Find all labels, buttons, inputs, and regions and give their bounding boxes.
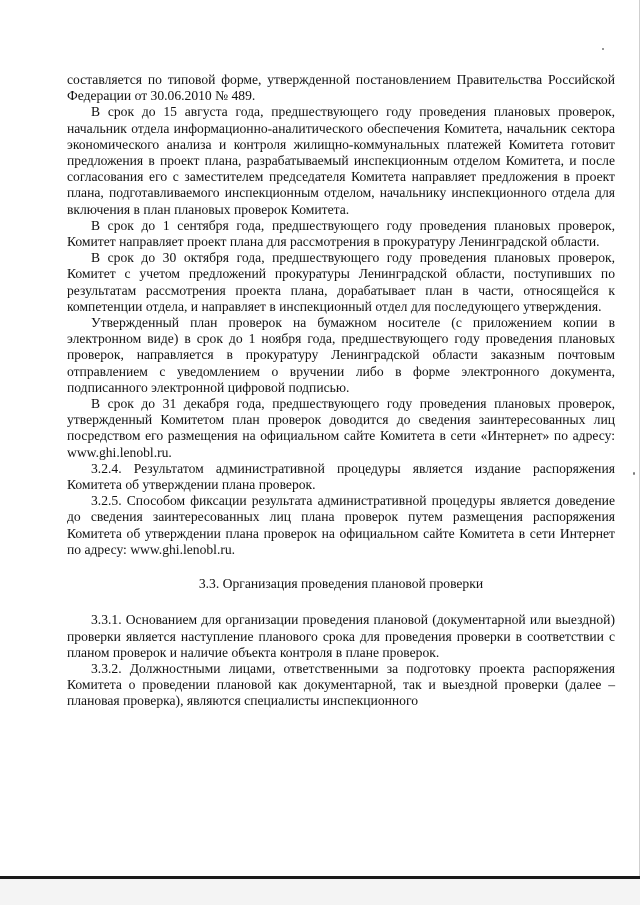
paragraph-november-deadline: Утвержденный план проверок на бумажном носителе (с приложением копии в электронном виде) в срок до 1 ноября года, предшествующего году проведения плановых проверок, направляется в прокуратуру Ленинградской области заказным почтовым отправлением с уведомлением о вручении либо в форме электронного документа, подписанного электронной цифровой подписью. xyxy=(67,315,615,395)
paragraph-september-deadline: В срок до 1 сентября года, предшествующего году проведения плановых проверок, Комитет направляет проект плана для рассмотрения в прокуратуру Ленинградской области. xyxy=(67,217,615,250)
document-page xyxy=(67,72,615,710)
paragraph-3-3-2: 3.3.2. Должностными лицами, ответственными за подготовку проекта распоряжения Комитета о проведении плановой как документарной, так и выездной проверки (далее – плановая проверка), являются специалисты инспекционного xyxy=(67,660,615,709)
scan-speck xyxy=(602,48,604,50)
paragraph-october-deadline: В срок до 30 октября года, предшествующего году проведения плановых проверок, Комитет с учетом предложений прокуратуры Ленинградской области, поступивших по результатам рассмотрения проекта плана, дорабатывает план в части, относящейся к компетенции отдела, и направляет в инспекционный отдел для последующего утверждения. xyxy=(67,250,615,314)
paragraph-august-deadline: В срок до 15 августа года, предшествующего году проведения плановых проверок, начальник отдела информационно-аналитического обеспечения Комитета, начальник сектора экономического анализа и контроля жилищно-коммунальных платежей Комитета готовит предложения в проект плана, разрабатываемый инспекционным отделом Комитета, и после согласования его с заместителем председателя Комитета направляет предложения в проект плана, подготавливаемого инспекционным отделом, начальнику инспекционного отдела для включения в план плановых проверок Комитета. xyxy=(67,104,615,217)
paragraph-3-2-4: 3.2.4. Результатом административной процедуры является издание распоряжения Комитета об утверждении плана проверок. xyxy=(67,460,615,493)
scan-bottom-band xyxy=(0,879,640,905)
section-heading: 3.3. Организация проведения плановой проверки xyxy=(198,576,484,592)
paragraph-december-deadline: В срок до 31 декабря года, предшествующего году проведения плановых проверок, утвержденный Комитетом план проверок доводится до сведения заинтересованных лиц посредством его размещения на официальном сайте Комитета в сети «Интернет» по адресу: www.ghi.lenobl.ru. xyxy=(67,396,615,460)
paragraph-continuation: составляется по типовой форме, утвержденной постановлением Правительства Российской Федерации от 30.06.2010 № 489. xyxy=(67,72,615,104)
paragraph-3-2-5: 3.2.5. Способом фиксации результата административной процедуры является доведение до сведения заинтересованных лиц плана проверок путем размещения распоряжения Комитета об утверждении плана проверок на официальном сайте Комитета в сети Интернет по адресу: www.ghi.lenobl.ru. xyxy=(67,493,615,557)
paragraph-3-3-1: 3.3.1. Основанием для организации проведения плановой (документарной или выездной) проверки является наступление планового срока для проведения проверки в соответствии с планом проверок и наличие объекта контроля в плане проверок. xyxy=(67,612,615,660)
scan-speck xyxy=(633,472,635,475)
